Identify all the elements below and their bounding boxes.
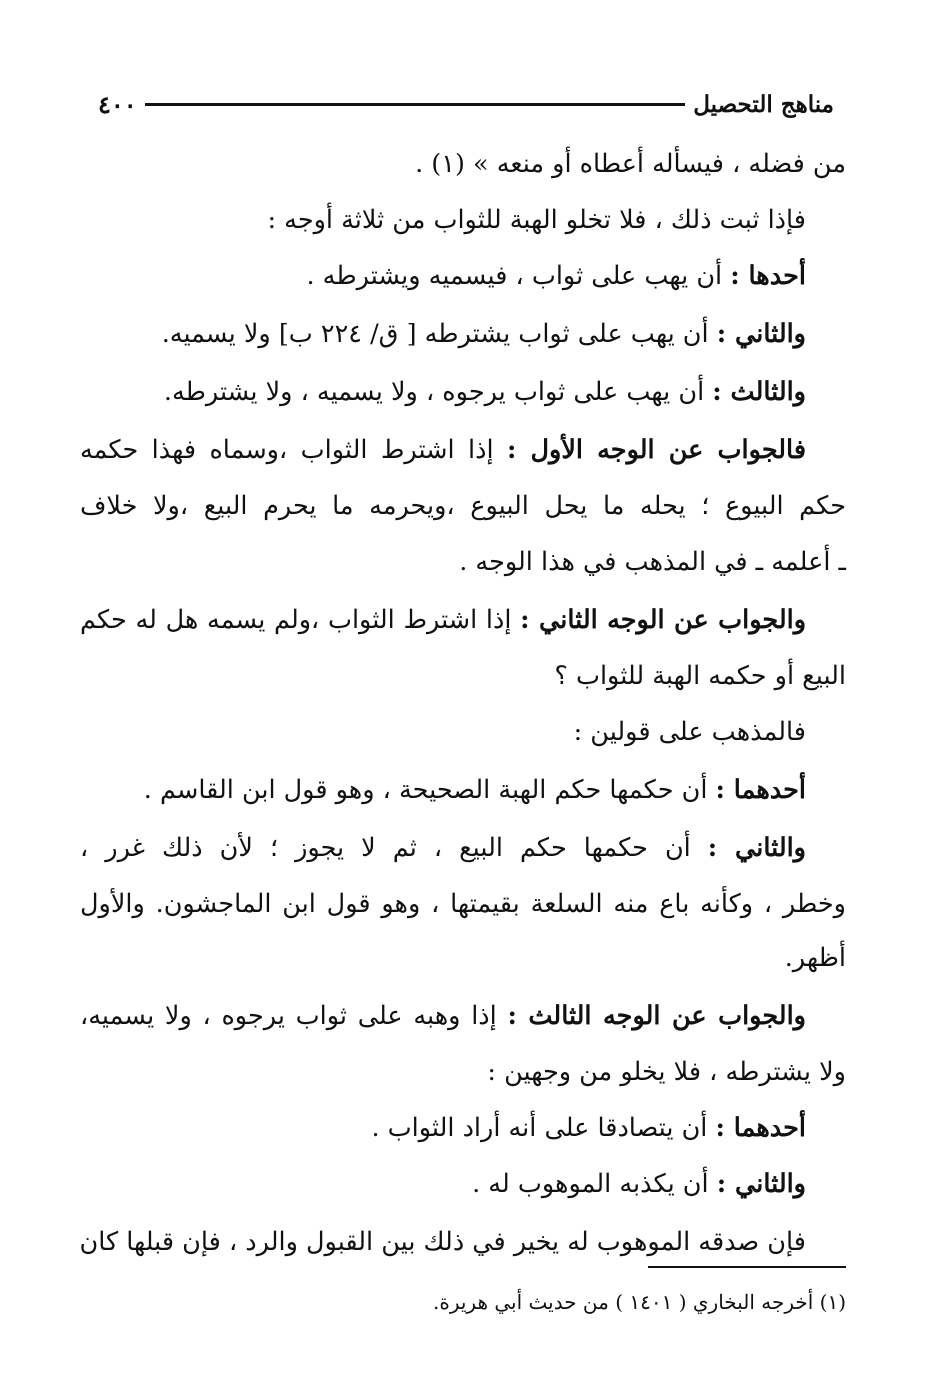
- running-title: مناهج التحصيل: [693, 90, 834, 118]
- text-line: والثالث : أن يهب على ثواب يرجوه ، ولا يسميه ، ولا يشترطه.: [163, 377, 806, 407]
- text-line: أحدها : أن يهب على ثواب ، فيسميه ويشترطه .: [306, 261, 806, 291]
- text-line: فإن صدقه الموهوب له يخير في ذلك بين القبول والرد ، فإن قبلها كان: [79, 1227, 806, 1257]
- text-line: والجواب عن الوجه الثاني : إذا اشترط الثواب ،ولم يسمه هل له حكم: [80, 605, 807, 635]
- text-line: والجواب عن الوجه الثالث : إذا وهبه على ثواب يرجوه ، ولا يسميه،: [80, 1001, 806, 1031]
- page-header: [80, 82, 850, 126]
- text-line: أحدهما : أن حكمها حكم الهبة الصحيحة ، وهو قول ابن القاسم .: [143, 775, 806, 805]
- text-line: ولا يشترطه ، فلا يخلو من وجهين :: [487, 1057, 846, 1087]
- text-line: والثاني : أن حكمها حكم البيع ، ثم لا يجوز ؛ لأن ذلك غرر ،: [80, 833, 806, 863]
- text-line: أحدهما : أن يتصادقا على أنه أراد الثواب .: [371, 1113, 806, 1143]
- text-line: والثاني : أن يهب على ثواب يشترطه [ ق/ ٢٢٤ ب] ولا يسميه.: [161, 319, 806, 349]
- text-line: وخطر ، وكأنه باع منه السلعة بقيمتها ، وهو قول ابن الماجشون. والأول: [80, 889, 846, 919]
- text-line: من فضله ، فيسأله أعطاه أو منعه » (١) .: [415, 149, 846, 179]
- footnote: (١) أخرجه البخاري ( ١٤٠١ ) من حديث أبي هريرة.: [432, 1290, 846, 1314]
- text-line: البيع أو حكمه الهبة للثواب ؟: [554, 661, 846, 691]
- text-line: أظهر.: [784, 943, 846, 973]
- page-number: ٤٠٠: [98, 89, 137, 119]
- header-rule: [145, 103, 686, 106]
- text-line: ـ أعلمه ـ في المذهب في هذا الوجه .: [459, 547, 846, 577]
- text-line: فالمذهب على قولين :: [573, 717, 806, 747]
- text-line: فالجواب عن الوجه الأول : إذا اشترط الثواب ،وسماه فهذا حكمه: [80, 435, 807, 465]
- text-line: حكم البيوع ؛ يحله ما يحل البيوع ،ويحرمه ما يحرم البيع ،ولا خلاف: [80, 491, 846, 521]
- text-line: والثاني : أن يكذبه الموهوب له .: [472, 1169, 806, 1199]
- text-line: فإذا ثبت ذلك ، فلا تخلو الهبة للثواب من ثلاثة أوجه :: [267, 205, 806, 235]
- footnote-rule: [648, 1266, 846, 1268]
